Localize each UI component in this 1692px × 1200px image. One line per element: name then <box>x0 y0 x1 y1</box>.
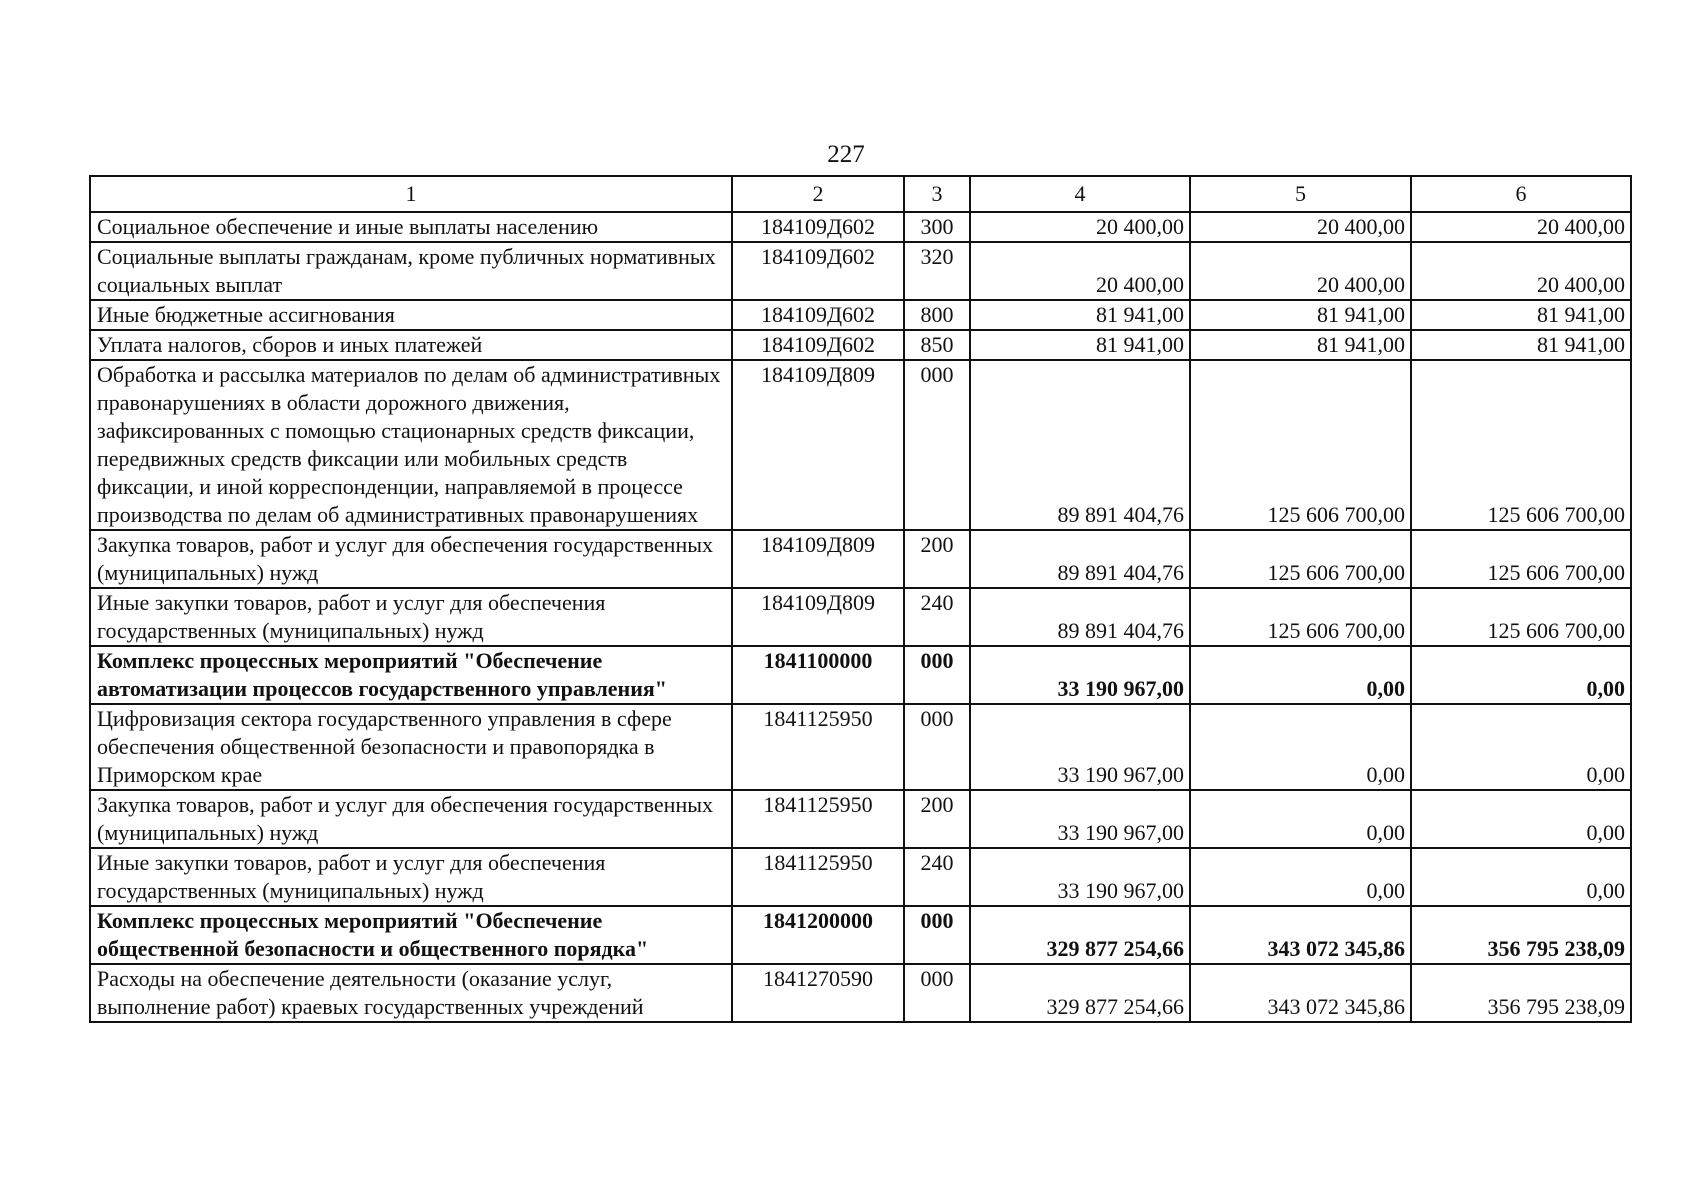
row-value-6: 20 400,00 <box>1411 242 1631 300</box>
row-name: Цифровизация сектора государственного управления в сфере обеспечения общественной безопасности и правопорядка в Приморском крае <box>90 704 732 790</box>
table-row <box>90 330 1631 360</box>
row-type: 240 <box>904 848 970 906</box>
row-value-6: 125 606 700,00 <box>1411 530 1631 588</box>
row-type: 200 <box>904 790 970 848</box>
table-row <box>90 588 1631 646</box>
row-value-5: 0,00 <box>1190 646 1411 704</box>
budget-table <box>89 175 1632 1023</box>
row-type: 850 <box>904 330 970 360</box>
row-type: 000 <box>904 906 970 964</box>
row-value-6: 356 795 238,09 <box>1411 906 1631 964</box>
row-value-6: 0,00 <box>1411 704 1631 790</box>
row-value-5: 343 072 345,86 <box>1190 906 1411 964</box>
header-row <box>90 176 1631 212</box>
row-value-5: 0,00 <box>1190 790 1411 848</box>
row-code: 184109Д602 <box>732 212 904 242</box>
row-value-5: 125 606 700,00 <box>1190 530 1411 588</box>
row-value-4: 33 190 967,00 <box>970 646 1190 704</box>
row-name: Иные бюджетные ассигнования <box>90 300 732 330</box>
row-value-6: 81 941,00 <box>1411 300 1631 330</box>
table-row <box>90 242 1631 300</box>
row-code: 1841125950 <box>732 790 904 848</box>
row-value-6: 0,00 <box>1411 790 1631 848</box>
column-header: 4 <box>970 176 1190 212</box>
row-type: 200 <box>904 530 970 588</box>
column-header: 2 <box>732 176 904 212</box>
row-type: 000 <box>904 646 970 704</box>
table-row <box>90 848 1631 906</box>
row-name: Расходы на обеспечение деятельности (оказание услуг, выполнение работ) краевых государственных учреждений <box>90 964 732 1022</box>
row-name: Социальные выплаты гражданам, кроме публичных нормативных социальных выплат <box>90 242 732 300</box>
row-type: 000 <box>904 964 970 1022</box>
table-row <box>90 646 1631 704</box>
row-name: Уплата налогов, сборов и иных платежей <box>90 330 732 360</box>
row-value-5: 125 606 700,00 <box>1190 360 1411 530</box>
row-value-4: 329 877 254,66 <box>970 964 1190 1022</box>
table-row <box>90 212 1631 242</box>
row-value-5: 0,00 <box>1190 848 1411 906</box>
column-header: 1 <box>90 176 732 212</box>
row-value-4: 89 891 404,76 <box>970 530 1190 588</box>
row-type: 320 <box>904 242 970 300</box>
row-type: 240 <box>904 588 970 646</box>
row-code: 1841125950 <box>732 848 904 906</box>
row-value-6: 81 941,00 <box>1411 330 1631 360</box>
row-name: Комплекс процессных мероприятий "Обеспечение автоматизации процессов государственного управления" <box>90 646 732 704</box>
row-type: 000 <box>904 704 970 790</box>
row-value-4: 81 941,00 <box>970 330 1190 360</box>
row-code: 1841100000 <box>732 646 904 704</box>
row-value-6: 20 400,00 <box>1411 212 1631 242</box>
row-value-4: 81 941,00 <box>970 300 1190 330</box>
table-row <box>90 964 1631 1022</box>
row-value-5: 81 941,00 <box>1190 330 1411 360</box>
row-name: Закупка товаров, работ и услуг для обеспечения государственных (муниципальных) нужд <box>90 790 732 848</box>
table-row <box>90 300 1631 330</box>
page-number: 227 <box>827 141 865 168</box>
row-name: Социальное обеспечение и иные выплаты населению <box>90 212 732 242</box>
row-value-4: 89 891 404,76 <box>970 588 1190 646</box>
row-value-4: 33 190 967,00 <box>970 848 1190 906</box>
row-code: 184109Д809 <box>732 360 904 530</box>
row-value-6: 125 606 700,00 <box>1411 588 1631 646</box>
row-value-5: 20 400,00 <box>1190 242 1411 300</box>
row-value-4: 89 891 404,76 <box>970 360 1190 530</box>
table-row <box>90 530 1631 588</box>
row-value-6: 0,00 <box>1411 646 1631 704</box>
row-value-4: 329 877 254,66 <box>970 906 1190 964</box>
row-name: Иные закупки товаров, работ и услуг для обеспечения государственных (муниципальных) нужд <box>90 848 732 906</box>
row-code: 184109Д602 <box>732 242 904 300</box>
column-header: 5 <box>1190 176 1411 212</box>
row-value-4: 33 190 967,00 <box>970 704 1190 790</box>
table-row <box>90 790 1631 848</box>
row-code: 1841270590 <box>732 964 904 1022</box>
table-row <box>90 704 1631 790</box>
row-value-6: 125 606 700,00 <box>1411 360 1631 530</box>
row-value-5: 20 400,00 <box>1190 212 1411 242</box>
row-code: 184109Д602 <box>732 300 904 330</box>
column-header: 3 <box>904 176 970 212</box>
row-value-4: 20 400,00 <box>970 242 1190 300</box>
row-code: 184109Д809 <box>732 530 904 588</box>
row-type: 800 <box>904 300 970 330</box>
row-code: 184109Д602 <box>732 330 904 360</box>
row-code: 184109Д809 <box>732 588 904 646</box>
row-code: 1841125950 <box>732 704 904 790</box>
row-name: Закупка товаров, работ и услуг для обеспечения государственных (муниципальных) нужд <box>90 530 732 588</box>
row-value-6: 0,00 <box>1411 848 1631 906</box>
row-value-4: 33 190 967,00 <box>970 790 1190 848</box>
row-value-5: 0,00 <box>1190 704 1411 790</box>
row-name: Обработка и рассылка материалов по делам об административных правонарушениях в области дорожного движения, зафиксированных с помощью стационарных средств фиксации, передвижных средств фиксации или мобильных средств фиксации, и иной корреспонденции, направляемой в процессе производства по делам об административных правонарушениях <box>90 360 732 530</box>
table-row <box>90 360 1631 530</box>
row-value-5: 81 941,00 <box>1190 300 1411 330</box>
row-type: 000 <box>904 360 970 530</box>
row-value-5: 125 606 700,00 <box>1190 588 1411 646</box>
row-type: 300 <box>904 212 970 242</box>
row-name: Комплекс процессных мероприятий "Обеспечение общественной безопасности и общественного порядка" <box>90 906 732 964</box>
row-name: Иные закупки товаров, работ и услуг для обеспечения государственных (муниципальных) нужд <box>90 588 732 646</box>
row-code: 1841200000 <box>732 906 904 964</box>
column-header: 6 <box>1411 176 1631 212</box>
row-value-4: 20 400,00 <box>970 212 1190 242</box>
row-value-6: 356 795 238,09 <box>1411 964 1631 1022</box>
row-value-5: 343 072 345,86 <box>1190 964 1411 1022</box>
table-row <box>90 906 1631 964</box>
